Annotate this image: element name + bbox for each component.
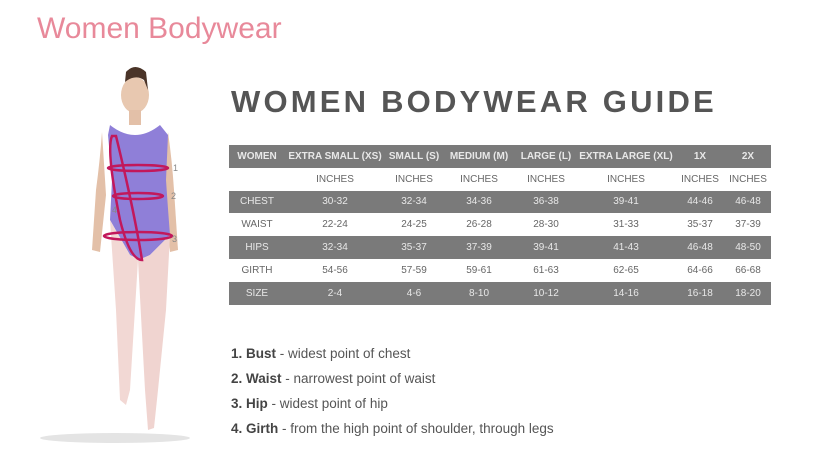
- table-cell: 48-50: [725, 236, 771, 259]
- table-cell: 4-6: [385, 282, 443, 305]
- table-cell: 18-20: [725, 282, 771, 305]
- header-cell: EXTRA LARGE (XL): [577, 145, 675, 168]
- units-row: [229, 168, 771, 191]
- table-cell: 62-65: [577, 259, 675, 282]
- row-label: CHEST: [229, 191, 285, 214]
- table-cell: 10-12: [515, 282, 577, 305]
- table-cell: 35-37: [385, 236, 443, 259]
- note-desc: - widest point of chest: [276, 346, 411, 361]
- table-cell: 16-18: [675, 282, 725, 305]
- unit-cell: INCHES: [675, 168, 725, 191]
- row-label: HIPS: [229, 236, 285, 259]
- note-item: [231, 416, 554, 441]
- page-title: Women Bodywear: [37, 12, 282, 45]
- table-cell: 39-41: [515, 236, 577, 259]
- unit-cell: INCHES: [385, 168, 443, 191]
- table-cell: 26-28: [443, 213, 515, 236]
- table-cell: 2-4: [285, 282, 385, 305]
- table-cell: 66-68: [725, 259, 771, 282]
- unit-cell: INCHES: [515, 168, 577, 191]
- table-cell: 32-34: [285, 236, 385, 259]
- table-cell: 31-33: [577, 213, 675, 236]
- model-figure-illustration: [30, 60, 200, 450]
- header-cell: 1X: [675, 145, 725, 168]
- table-cell: 61-63: [515, 259, 577, 282]
- unit-cell: INCHES: [443, 168, 515, 191]
- marker-4: 4: [112, 205, 118, 215]
- table-cell: 46-48: [675, 236, 725, 259]
- unit-cell: INCHES: [725, 168, 771, 191]
- note-item: [231, 391, 554, 416]
- row-label: WAIST: [229, 213, 285, 236]
- header-cell: LARGE (L): [515, 145, 577, 168]
- guide-title: WOMEN BODYWEAR GUIDE: [231, 84, 717, 119]
- table-cell: 34-36: [443, 191, 515, 214]
- row-label: GIRTH: [229, 259, 285, 282]
- unit-cell: [229, 168, 285, 191]
- table-cell: 32-34: [385, 191, 443, 214]
- table-row: [229, 236, 771, 259]
- header-cell: MEDIUM (M): [443, 145, 515, 168]
- table-cell: 36-38: [515, 191, 577, 214]
- unit-cell: INCHES: [285, 168, 385, 191]
- table-row: [229, 213, 771, 236]
- marker-3: 3: [172, 234, 178, 244]
- measurement-notes: [231, 341, 554, 441]
- table-cell: 22-24: [285, 213, 385, 236]
- table-cell: 44-46: [675, 191, 725, 214]
- table-cell: 41-43: [577, 236, 675, 259]
- note-desc: - widest point of hip: [267, 396, 388, 411]
- table-cell: 39-41: [577, 191, 675, 214]
- note-term: 2. Waist: [231, 371, 282, 386]
- table-cell: 64-66: [675, 259, 725, 282]
- note-desc: - from the high point of shoulder, through legs: [278, 421, 554, 436]
- note-desc: - narrowest point of waist: [281, 371, 436, 386]
- table-row: [229, 259, 771, 282]
- table-cell: 54-56: [285, 259, 385, 282]
- table-header-row: [229, 145, 771, 168]
- header-cell: 2X: [725, 145, 771, 168]
- row-label: SIZE: [229, 282, 285, 305]
- table-cell: 37-39: [443, 236, 515, 259]
- size-chart-table: [229, 145, 771, 305]
- header-cell: SMALL (S): [385, 145, 443, 168]
- marker-1: 1: [173, 163, 179, 173]
- table-cell: 14-16: [577, 282, 675, 305]
- marker-2: 2: [171, 191, 177, 201]
- table-row: [229, 282, 771, 305]
- table-cell: 46-48: [725, 191, 771, 214]
- table-cell: 35-37: [675, 213, 725, 236]
- header-cell: EXTRA SMALL (XS): [285, 145, 385, 168]
- table-cell: 8-10: [443, 282, 515, 305]
- note-item: [231, 366, 554, 391]
- table-row: [229, 191, 771, 214]
- table-cell: 57-59: [385, 259, 443, 282]
- note-term: 4. Girth: [231, 421, 279, 436]
- table-cell: 37-39: [725, 213, 771, 236]
- table-cell: 59-61: [443, 259, 515, 282]
- note-term: 1. Bust: [231, 346, 277, 361]
- note-term: 3. Hip: [231, 396, 268, 411]
- header-cell: WOMEN: [229, 145, 285, 168]
- table-cell: 30-32: [285, 191, 385, 214]
- note-item: [231, 341, 554, 366]
- unit-cell: INCHES: [577, 168, 675, 191]
- table-cell: 28-30: [515, 213, 577, 236]
- table-cell: 24-25: [385, 213, 443, 236]
